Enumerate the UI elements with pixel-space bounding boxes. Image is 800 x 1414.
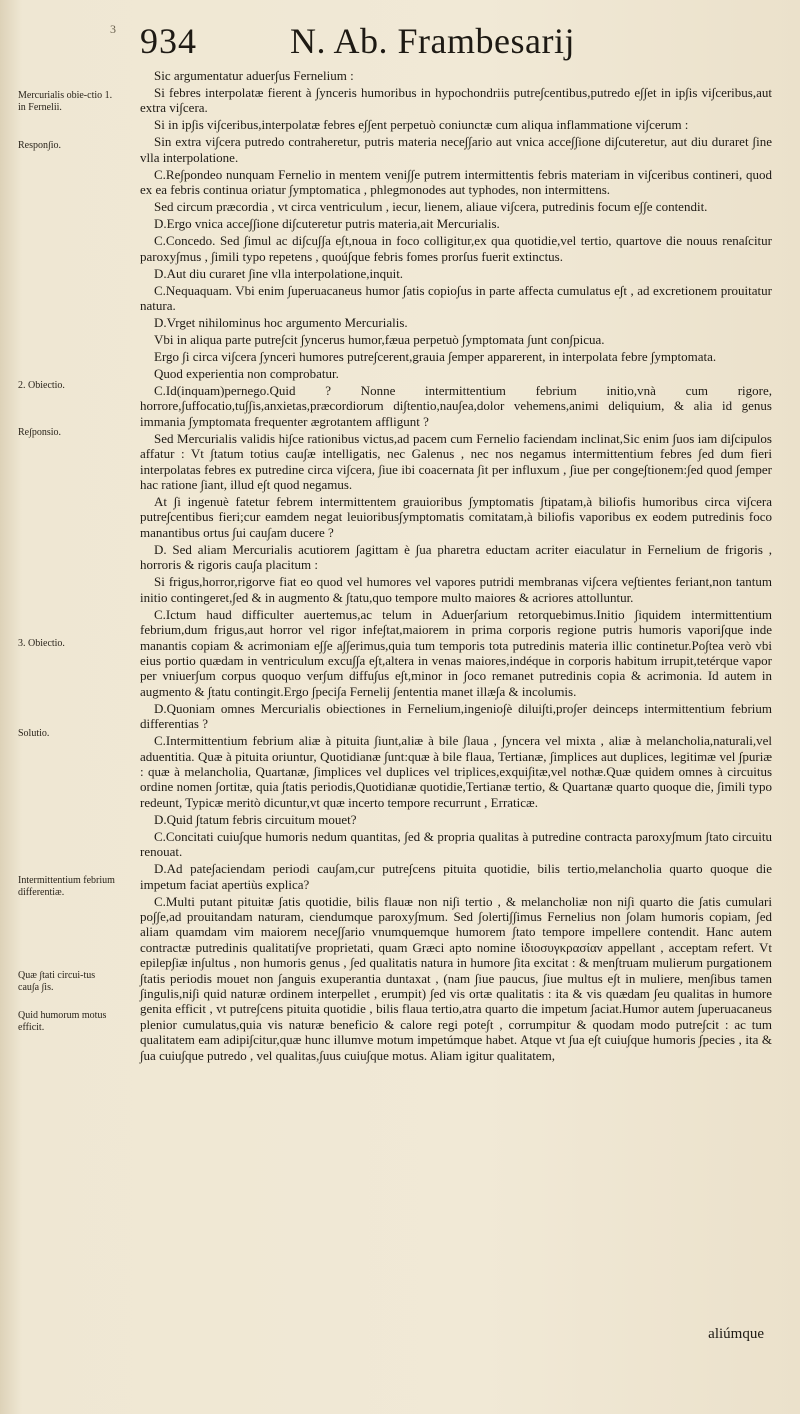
margin-column (18, 0, 118, 1414)
margin-note-obiectio-2: 2. Obiectio. (18, 380, 65, 391)
margin-note-obiectio-1: Mercurialis obie-ctio 1. in Fernelii. (18, 90, 113, 113)
margin-note-circuitus: Quæ ∫tati circui-tus cau∫a ∫is. (18, 970, 96, 993)
catchword: aliúmque (708, 1326, 764, 1342)
paragraph: Quod experientia non comprobatur. (154, 366, 339, 382)
paragraph: D.Quid ∫tatum febris circuitum mouet? (154, 811, 357, 827)
paragraph: At ∫i ingenuè fatetur febrem intermittentem grauioribus ∫ymptomatis ∫tipatam,à biliofis humoribus circa vi∫cera putre∫centibus fieri;cur eamdem negat leuioribus∫ymptomatis comitatam,à biliofis vaporibus ex eodem putredinis foco manantibus ortus ∫ui cau∫am ducere ? (140, 494, 772, 540)
paragraph: C.Ictum haud difficulter auertemus,ac telum in Aduer∫arium retorquebimus.Initio ∫iquidem intermittentium febrium,dum frigus,aut horror vel rigor infe∫tat,maiorem in prima corporis regione putris humoris vapori∫que inde manantis copiam & acrimoniam e∫∫e a∫∫erimus,quia tum temporis tota putredinis materia illic continetur.Po∫tea verò vbi eius portio quædam in ventriculum excu∫∫a e∫t,altera in venas maiores,indéque in corporis habitum irrupit,tetérque vapor per vniuer∫um corpus quoquo ver∫um diffu∫us e∫t,minor in ∫oco remanet putredinis copia & acrimonia. Id autem in augmento & ∫tatu contingit.Ergo ∫peci∫a Fernelij ∫ententia manet illæ∫a & incolumis. (140, 606, 772, 699)
page-header (140, 18, 760, 68)
paragraph: C.Re∫pondeo nunquam Fernelio in mentem veni∫∫e putrem intermittentis febris materiam in vi∫ceribus contineri, quod ex ea febris continua oriatur ∫ymptomatica , phlegmonodes aut typhodes, non intermittens. (140, 166, 772, 198)
margin-note-differentiae: Intermittentium febrium differentiæ. (18, 875, 115, 898)
paragraph: D.Ergo vnica acce∫∫ione di∫cuteretur putris materia,ait Mercurialis. (154, 216, 500, 232)
paragraph: Ergo ∫i circa vi∫cera ∫ynceri humores putre∫cerent,grauia ∫emper apparerent, in interpolata febre ∫ymptomata. (154, 349, 717, 365)
margin-note-solutio: Solutio. (18, 728, 50, 739)
margin-note-obiectio-3: 3. Obiectio. (18, 638, 65, 649)
paragraph: C.Concedo. Sed ∫imul ac di∫cu∫∫a e∫t,noua in foco colligitur,ex qua quotidie,vel tertio, quartove die nouus renaſcitur paroxy∫mus , ∫imili typo repetens , quoú∫que febris fomes prorſus fuerit extinctus. (140, 233, 772, 264)
paragraph: C.Concitati cuiu∫que humoris nedum quantitas, ∫ed & propria qualitas à putredine contracta paroxy∫mum ∫tato circuitu renouat. (140, 828, 772, 860)
paragraph: Si febres interpolatæ fierent à ∫ynceris humoribus in hypochondriis putre∫centibus,putredo e∫∫et in ip∫is vi∫ceribus,aut extra vi∫cera. (140, 85, 772, 116)
margin-note-responsio-2: Re∫ponsio. (18, 427, 62, 438)
paragraph: Sic argumentatur aduer∫us Fernelium : (154, 68, 354, 83)
paragraph: C.Multi putant pituitæ ∫atis quotidie, bilis flauæ non ni∫i tertio , & melancholiæ non ni∫i quarto die ∫atis cumulari po∫∫e,ad prouitandam naturam, ciendumque paroxy∫mum. Sed ∫olerti∫∫imus Fernelius non ∫olam humoris copiam, ∫ed aliam quamdam vim maiorem nece∫∫ario vnumquemque humorem ∫tato tempore impellere contendit. Hanc autem contractæ putredinis qualitati∫ve proprietati, quam Græci apto nomine ἰδιοσυγκρασίαν appellant , acceptam refert. Vt epilep∫iæ in∫ultus , non humoris genus , ∫ed qualitatis natura in humore ∫ita excitat : & men∫truam mulierum purgationem ∫tatis periodis mouet non ∫anguis exuperantia duntaxat , (nam ∫iue paucus, ∫iue multus e∫t in muliere, men∫ibus tamen ∫ingulis,ni∫i quid naturæ ordinem interpellet , erumpit) ∫ed vis ortæ qualitatis : ita & vis quædam ∫eu qualitas in humore genita efficit , vt putre∫cens pituita quotidie , bilis flaua tertio,atra quarto die impetum ∫aciat.Humor autem ∫uperuacaneus plenior cumulatus,quia vis naturæ beneficio & calore regi pote∫t , corrumpitur & quodam modo putre∫cit : ac tum qualitatem eam adipi∫citur,quæ hunc illumve motum impetúmque habet. Atque vt ∫ua e∫t cuiu∫que humoris ∫pecies , ita & ∫ua cuiu∫que putredo , vel qualitas,∫uus cuiu∫que motus. Aliam igitur qualitatem, (140, 893, 772, 1063)
margin-note-motus: Quid humorum motus efficit. (18, 1010, 107, 1033)
corner-mark: 3 (110, 22, 116, 36)
paragraph: C.Id(inquam)pernego.Quid ? Nonne intermittentium febrium initio,vnà cum rigore, horrore,∫uffocatio,tu∫∫is,anxietas,præcordiorum di∫tentio,nau∫ea,dolor vehemens,animi deliquium, & alia id genus immania ∫ymptomata frequenter ægrotantem affligunt ? (140, 383, 772, 429)
page-number: 934 (140, 21, 197, 61)
running-head: N. Ab. Frambesarij (290, 21, 575, 61)
paragraph: C.Intermittentium febrium aliæ à pituita ∫iunt,aliæ à bile ∫laua , ∫yncera vel mixta , aliæ à melancholia,naturali,vel aduentitia. Quæ à pituita oriuntur, Quotidianæ ∫unt:quæ à bile flaua, Tertianæ, ∫implices aut duplices, legitimæ vel ∫puriæ : quæ à melancholia, Quartanæ, ∫implices vel duplices vel triplices,exqui∫itæ,vel nothæ.Quæ quidem omnes à circuitus ordine nomen ∫ortitæ, quia ∫tatis periodis,Quotidianæ quotidie,Tertianæ tertio, & Quartanæ quarto quoque die, ∫imili typo redeunt, Typicæ meritò dicuntur,vt quæ incerto tempore recurrunt , Erraticæ. (140, 733, 772, 810)
paragraph: Sed circum præcordia , vt circa ventriculum , iecur, lienem, aliaue vi∫cera, putredinis focum e∫∫e contendit. (154, 199, 708, 215)
paragraph: Si in ip∫is vi∫ceribus,interpolatæ febres e∫∫ent perpetuò coniunctæ cum aliqua inflammatione vi∫cerum : (154, 117, 689, 133)
paragraph: D.Aut diu curaret ∫ine vlla interpolatione,inquit. (154, 265, 404, 281)
paragraph: Sin extra vi∫cera putredo contraheretur, putris materia nece∫∫ario aut vnica acce∫∫ione di∫cuteretur, aut diu duraret ∫ine vlla interpolatione. (140, 134, 772, 165)
paragraph: D.Vrget nihilominus hoc argumento Mercurialis. (154, 315, 408, 331)
margin-note-responsio-1: Respon∫io. (18, 140, 62, 151)
paragraph: Sed Mercurialis validis hi∫ce rationibus victus,ad pacem cum Fernelio faciendam inclinat,Sic enim ∫uos iam di∫cipulos affatur : Vt ∫tatum totius cau∫æ intelligatis, nec Galenus , nec nos negamus intermittentium febres ∫ed dum fieri interpolatas febres ex putredine circa vi∫cera, ∫iue ibi coacernata ∫it per influxum , ∫iue per conge∫tionem:∫ed quod ∫emper hac ratione ∫iant, illud e∫t quod negamus. (140, 430, 772, 493)
paragraph: D. Sed aliam Mercurialis acutiorem ∫agittam è ∫ua pharetra eductam acriter eiaculatur in Fernelium de frigoris , horroris & rigoris cau∫a placitum : (140, 541, 772, 573)
paragraph: Si frigus,horror,rigorve fiat eo quod vel humores vel vapores putridi membranas vi∫cera ve∫tientes feriant,non tantum initio contingeret,∫ed & in augmento & ∫tatu,quo tempore multo maiores & acriores attolluntur. (140, 574, 772, 605)
paragraph: Vbi in aliqua parte putre∫cit ∫yncerus humor,fæua perpetuò ∫ymptomata ∫unt con∫picua. (154, 332, 605, 348)
body-text (140, 68, 772, 1065)
paragraph: C.Nequaquam. Vbi enim ∫uperuacaneus humor ∫atis copio∫us in parte affecta cumulatus e∫t , ad excretionem prouitatur natura. (140, 282, 772, 314)
paragraph: D.Ad pate∫aciendam periodi cau∫am,cur putre∫cens pituita quotidie, bilis tertio,melancholia quarto quoque die impetum faciat apertiùs explica? (140, 861, 772, 892)
paragraph: D.Quoniam omnes Mercurialis obiectiones in Fernelium,ingenio∫è dilui∫ti,pro∫er deinceps intermittentium febrium differentias ? (140, 700, 772, 732)
